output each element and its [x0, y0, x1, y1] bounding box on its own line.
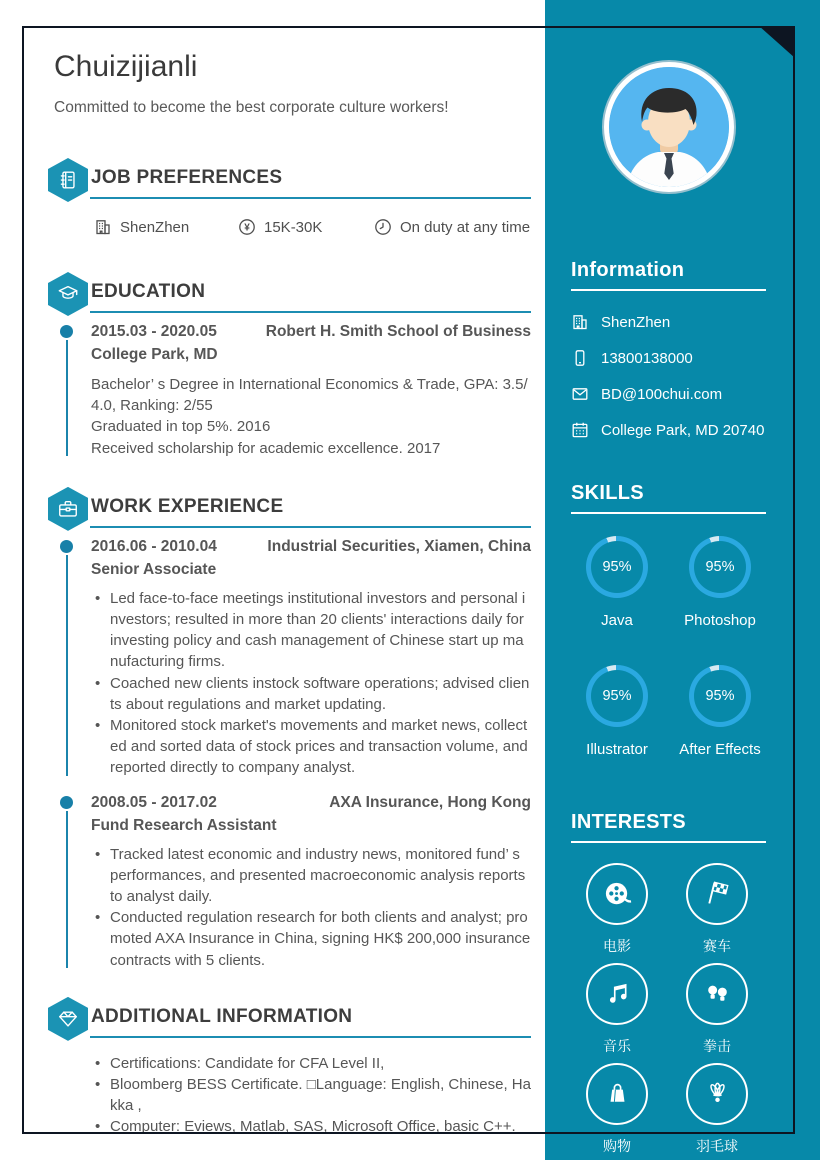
- interests-rule: [571, 841, 766, 843]
- description-line: Bachelor’ s Degree in International Economics & Trade, GPA: 3.5/4.0, Ranking: 2/55: [91, 376, 528, 415]
- notebook-icon: [48, 158, 88, 202]
- skill-percent: 95%: [591, 670, 643, 722]
- skill-after-effects: [674, 665, 766, 758]
- info-value: BD@100chui.com: [601, 385, 723, 403]
- info-item-phone: [571, 340, 766, 376]
- section-title: ADDITIONAL INFORMATION: [91, 1005, 353, 1027]
- info-value: ShenZhen: [601, 313, 671, 331]
- interest-movies: [571, 863, 663, 956]
- section-header-work-experience: [48, 487, 531, 531]
- skills-rule: [571, 512, 766, 514]
- entry-period: 2008.05 - 2017.02: [91, 793, 217, 811]
- entry-role: Senior Associate: [91, 560, 217, 578]
- section-rule: [90, 526, 531, 528]
- skill-label: Photoshop: [684, 612, 756, 629]
- entry-description: [91, 374, 531, 459]
- info-value: 13800138000: [601, 349, 693, 367]
- bullet-item: • Computer: Eviews, Matlab, SAS, Microsoft Office, basic C++.: [91, 1116, 531, 1137]
- shopping-icon: [602, 1079, 633, 1110]
- music-icon: [602, 979, 633, 1010]
- section-title: EDUCATION: [91, 281, 206, 302]
- interest-label: 音乐: [603, 1038, 631, 1054]
- clock-icon: [374, 218, 392, 236]
- yen-icon: [238, 218, 256, 236]
- entry-org: AXA Insurance, Hong Kong: [329, 793, 531, 811]
- gem-icon: [48, 997, 88, 1041]
- additional-information-bullets: [48, 1053, 531, 1138]
- svg-text:¥: ¥: [244, 222, 250, 234]
- film-icon: [602, 879, 633, 910]
- interest-circle: [586, 1063, 648, 1125]
- interest-circle: [586, 863, 648, 925]
- skill-ring: [586, 536, 648, 598]
- entry-header: [91, 535, 531, 558]
- bullet-item: • Coached new clients instock software operations; advised clients about regulations and market updating.: [91, 673, 531, 715]
- information-rule: [571, 289, 766, 291]
- calendar-icon: [571, 421, 589, 439]
- entry-org: Industrial Securities, Xiamen, China: [267, 537, 531, 555]
- sidebar-content: [571, 62, 766, 1160]
- skill-label: After Effects: [679, 741, 761, 758]
- bullet-item: • Bloomberg BESS Certificate. □Language: English, Chinese, Hakka ,: [91, 1074, 531, 1116]
- sidebar: [545, 0, 820, 1160]
- entry-period: 2016.06 - 2010.04: [91, 537, 217, 555]
- section-header-additional-information: [48, 997, 531, 1041]
- interest-label: 拳击: [703, 1038, 731, 1054]
- skill-java: [571, 536, 663, 629]
- skill-percent: 95%: [591, 541, 643, 593]
- interest-circle: [686, 863, 748, 925]
- work-entry: [48, 535, 531, 779]
- page-title: Chuizijianli: [54, 50, 198, 83]
- interest-racing: [671, 863, 763, 956]
- badminton-icon: [702, 1079, 733, 1110]
- interest-label: 羽毛球: [696, 1138, 738, 1154]
- briefcase-icon: [48, 487, 88, 531]
- bullet-item: • Conducted regulation research for both clients and analyst; promoted AXA Insurance in China, signing HK$ 200,000 insurance contracts with 5 clients.: [91, 907, 531, 971]
- interest-music: [571, 963, 663, 1056]
- education-entry: [48, 320, 531, 459]
- section-header-education: [48, 272, 531, 316]
- skill-ring: [689, 536, 751, 598]
- interests-grid: [571, 863, 763, 1160]
- interest-boxing: [671, 963, 763, 1056]
- avatar-illustration: [609, 67, 729, 187]
- section-rule: [90, 197, 531, 199]
- jp-city: [94, 218, 238, 236]
- skill-percent: 95%: [694, 670, 746, 722]
- skills-title: SKILLS: [571, 482, 644, 504]
- interest-circle: [686, 1063, 748, 1125]
- entry-location: College Park, MD: [91, 346, 218, 363]
- interest-shopping: [571, 1063, 663, 1156]
- entry-header: [91, 320, 531, 343]
- skill-ring: [586, 665, 648, 727]
- bullet-item: • Tracked latest economic and industry news, monitored fund’ s performances, and presented macroeconomic analysis reports to analyst daily.: [91, 844, 531, 908]
- mail-icon: [571, 385, 589, 403]
- skill-ring: [689, 665, 751, 727]
- entry-bullets: [91, 844, 531, 971]
- bullet-item: • Led face-to-face meetings institutional investors and personal investors; resulted in more than 20 clients' interactions daily for investing policy and cash management of Chinese start up manufacturing firms.: [91, 588, 531, 673]
- interests-section: [571, 810, 766, 1160]
- information-title: Information: [571, 259, 685, 281]
- information-list: [571, 304, 766, 448]
- section-title: JOB PREFERENCES: [91, 167, 283, 188]
- interest-badminton: [671, 1063, 763, 1156]
- entry-header: [91, 791, 531, 814]
- interest-label: 购物: [603, 1138, 631, 1154]
- interest-circle: [686, 963, 748, 1025]
- graduation-cap-icon: [48, 272, 88, 316]
- jp-label: On duty at any time: [400, 218, 531, 236]
- interest-circle: [586, 963, 648, 1025]
- boxing-icon: [702, 979, 733, 1010]
- skills-section: [571, 481, 766, 758]
- jp-availability: [374, 218, 530, 236]
- info-item-email: [571, 376, 766, 412]
- interests-title: INTERESTS: [571, 811, 686, 833]
- phone-icon: [571, 349, 589, 367]
- info-value: College Park, MD 20740: [601, 421, 765, 439]
- avatar: [604, 62, 734, 192]
- description-line: Received scholarship for academic excellence. 2017: [91, 439, 441, 457]
- skills-row-1: [571, 536, 766, 629]
- skill-illustrator: [571, 665, 663, 758]
- skill-label: Illustrator: [586, 741, 648, 758]
- entry-role: Fund Research Assistant: [91, 816, 277, 834]
- building-icon: [571, 313, 589, 331]
- information-section: [571, 258, 766, 448]
- jp-label: 15K-30K: [264, 218, 323, 236]
- section-rule: [90, 1036, 531, 1038]
- section-header-job-preferences: [48, 158, 531, 202]
- racing-flag-icon: [702, 879, 733, 910]
- jp-label: ShenZhen: [120, 218, 190, 236]
- work-entry: [48, 791, 531, 971]
- section-rule: [90, 311, 531, 313]
- skill-label: Java: [601, 612, 633, 629]
- entry-org: Robert H. Smith School of Business: [265, 323, 531, 340]
- entry-bullets: [91, 588, 531, 779]
- job-preferences-row: [48, 218, 531, 236]
- description-line: Graduated in top 5%. 2016: [91, 418, 271, 436]
- skills-row-2: [571, 665, 766, 758]
- bullet-item: • Certifications: Candidate for CFA Level II,: [91, 1053, 531, 1074]
- info-item-address: [571, 412, 766, 448]
- info-item-city: [571, 304, 766, 340]
- tagline: Committed to become the best corporate culture workers!: [54, 99, 449, 116]
- main-column: [48, 0, 531, 1138]
- bullet-item: • Monitored stock market's movements and market news, collected and sorted data of stock prices and transaction volume, and reported directly to company analyst.: [91, 715, 531, 779]
- building-icon: [94, 218, 112, 236]
- entry-period: 2015.03 - 2020.05: [91, 323, 217, 340]
- jp-salary: [238, 218, 374, 236]
- skill-percent: 95%: [694, 541, 746, 593]
- interest-label: 赛车: [703, 938, 731, 954]
- interest-label: 电影: [603, 938, 631, 954]
- section-title: WORK EXPERIENCE: [91, 495, 284, 517]
- skill-photoshop: [674, 536, 766, 629]
